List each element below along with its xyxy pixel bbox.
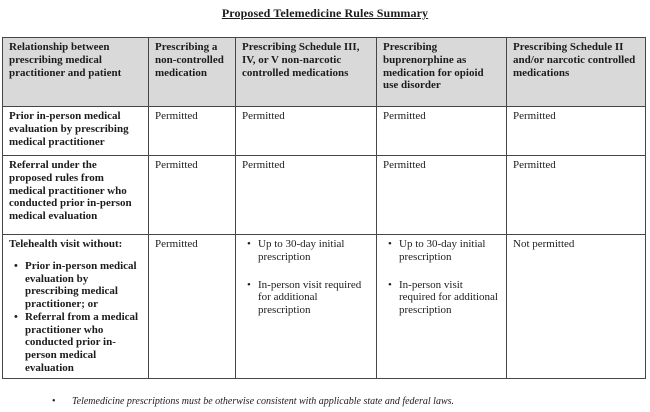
cell-value: Permitted — [149, 107, 236, 156]
table-row-prior-evaluation — [3, 107, 646, 156]
list-item — [242, 238, 370, 264]
table-row-telehealth-without — [3, 235, 646, 379]
telemedicine-rules-table — [2, 37, 646, 379]
header-cell-relationship: Relationship between prescribing medical practitioner and patient — [3, 38, 149, 107]
cell-value: Permitted — [149, 235, 236, 379]
list-item-text: Referral from a medical practitioner who conducted prior in-person medical evaluation — [25, 310, 139, 374]
table-header-row — [3, 38, 646, 107]
header-cell-schedule2: Prescribing Schedule II and/or narcotic controlled medications — [507, 38, 646, 107]
row-label: Referral under the proposed rules from medical practitioner who conducted prior in-person medical evaluation — [3, 156, 149, 235]
cell-value: Permitted — [507, 107, 646, 156]
list-item-text: In-person visit required for additional prescription — [399, 278, 498, 316]
row-label: Prior in-person medical evaluation by prescribing medical practitioner — [3, 107, 149, 156]
bullet-icon: • — [247, 238, 251, 250]
cell-buprenorphine-conditions — [377, 235, 507, 379]
cell-value: Permitted — [236, 156, 377, 235]
bullet-icon: • — [14, 310, 18, 323]
cell-value: Permitted — [377, 107, 507, 156]
bullet-icon: • — [388, 238, 392, 250]
footnote — [0, 396, 650, 407]
row-label-bullet-list — [9, 260, 142, 375]
cell-value: Permitted — [149, 156, 236, 235]
list-item — [9, 311, 142, 375]
list-item — [242, 279, 370, 317]
header-cell-buprenorphine: Prescribing buprenorphine as medication for opioid use disorder — [377, 38, 507, 107]
list-item-text: Up to 30-day initial prescription — [258, 238, 345, 263]
list-item — [383, 279, 500, 317]
header-cell-schedule345: Prescribing Schedule III, IV, or V non-narcotic controlled medications — [236, 38, 377, 107]
footnote-text: Telemedicine prescriptions must be otherwise consistent with applicable state and federal laws. — [72, 395, 455, 407]
cell-value: Permitted — [236, 107, 377, 156]
bullet-icon: • — [14, 259, 18, 272]
bullet-icon: • — [388, 278, 392, 291]
row-label-heading: Telehealth visit without: — [9, 238, 123, 250]
list-item — [9, 260, 142, 311]
cell-schedule345-conditions — [236, 235, 377, 379]
list-item-text: In-person visit required for additional prescription — [258, 278, 362, 316]
bullet-icon: • — [52, 395, 56, 407]
bullet-icon: • — [247, 278, 251, 291]
list-item — [383, 238, 500, 264]
cell-value: Permitted — [507, 156, 646, 235]
list-item-text: Prior in-person medical evaluation by prescribing medical practitioner; or — [25, 259, 137, 310]
page-title: Proposed Telemedicine Rules Summary — [221, 6, 429, 20]
cell-value: Permitted — [377, 156, 507, 235]
list-item-text: Up to 30-day initial prescription — [399, 238, 486, 263]
header-cell-noncontrolled: Prescribing a non-controlled medication — [149, 38, 236, 107]
table-row-referral — [3, 156, 646, 235]
row-label — [3, 235, 149, 379]
cell-value: Not permitted — [507, 235, 646, 379]
